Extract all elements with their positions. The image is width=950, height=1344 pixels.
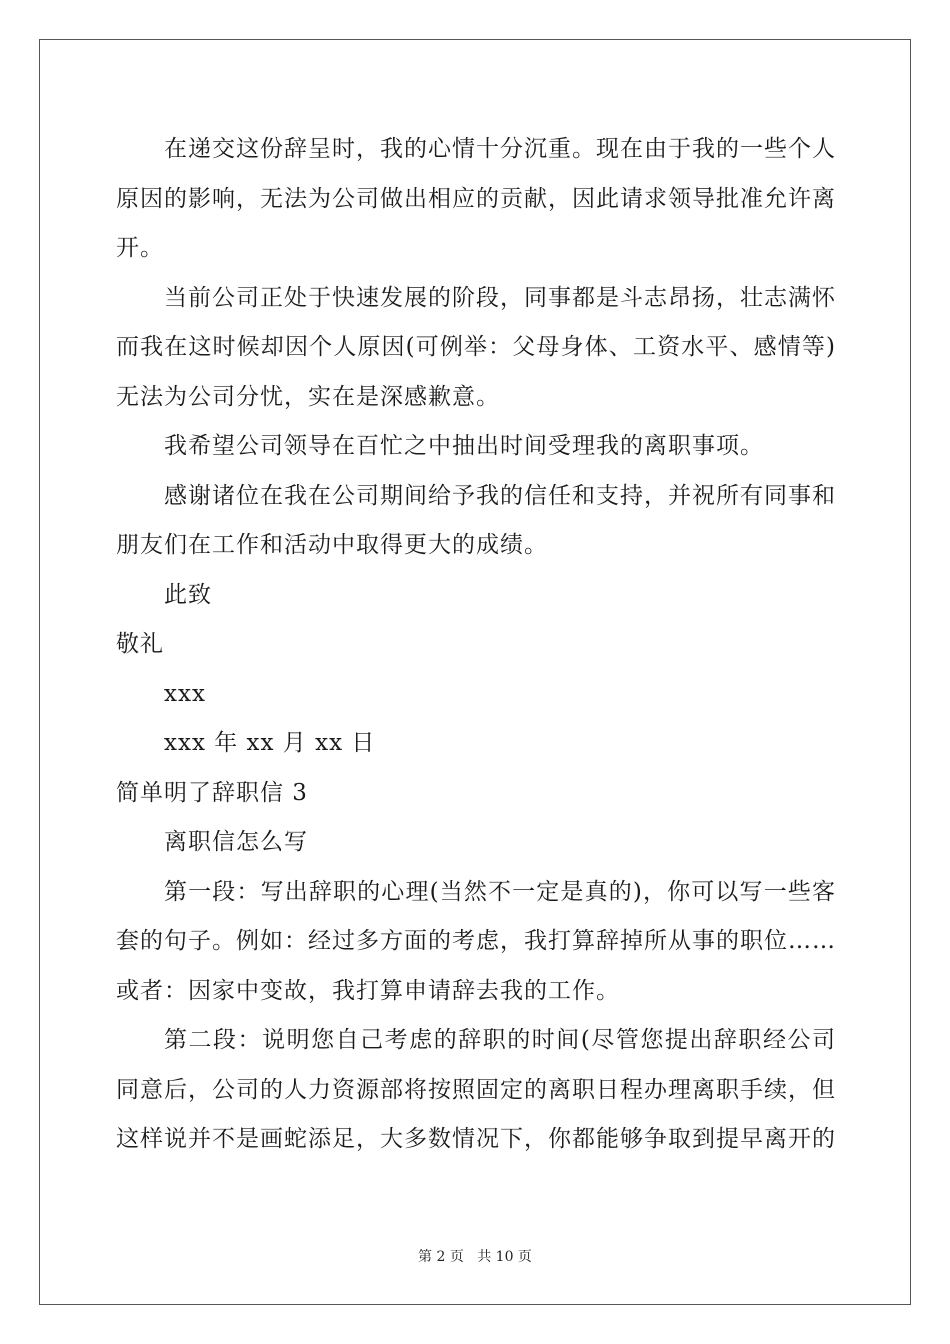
page-number: 第 2 页 — [418, 1249, 464, 1265]
signature-name: xxx — [164, 680, 206, 707]
paragraph-first-section: 第一段：写出辞职的心理(当然不一定是真的)，你可以写一些客套的句子。例如：经过多方面的考虑，我打算辞掉所从事的职位……或者：因家中变故，我打算申请辞去我的工作。 — [116, 878, 836, 1004]
signature-date: xxx 年 xx 月 xx 日 — [164, 730, 376, 756]
paragraph-3: 我希望公司领导在百忙之中抽出时间受理我的离职事项。 — [164, 433, 764, 459]
section-heading: 简单明了辞职信 3 — [116, 779, 308, 806]
paragraph-2: 当前公司正处于快速发展的阶段，同事都是斗志昂扬，壮志满怀而我在这时候却因个人原因(可例举：父母身体、工资水平、感情等)无法为公司分忧，实在是深感歉意。 — [116, 284, 836, 410]
paragraph-second-section: 第二段：说明您自己考虑的辞职的时间(尽管您提出辞职经公司同意后，公司的人力资源部将按照固定的离职日程办理离职手续，但这样说并不是画蛇添足，大多数情况下，你都能够争取到提早离开的 — [116, 1027, 836, 1152]
paragraph-4: 感谢诸位在我在公司期间给予我的信任和支持，并祝所有同事和朋友们在工作和活动中取得更大的成绩。 — [116, 482, 836, 558]
page-total: 共 10 页 — [477, 1249, 532, 1265]
subsection-heading: 离职信怎么写 — [164, 829, 308, 855]
page-footer — [0, 1246, 950, 1266]
document-body — [116, 125, 836, 1165]
closing-salutation: 此致 — [164, 581, 212, 608]
closing-regards: 敬礼 — [116, 631, 164, 657]
paragraph-1: 在递交这份辞呈时，我的心情十分沉重。现在由于我的一些个人原因的影响，无法为公司做出相应的贡献，因此请求领导批准允许离开。 — [116, 136, 836, 261]
